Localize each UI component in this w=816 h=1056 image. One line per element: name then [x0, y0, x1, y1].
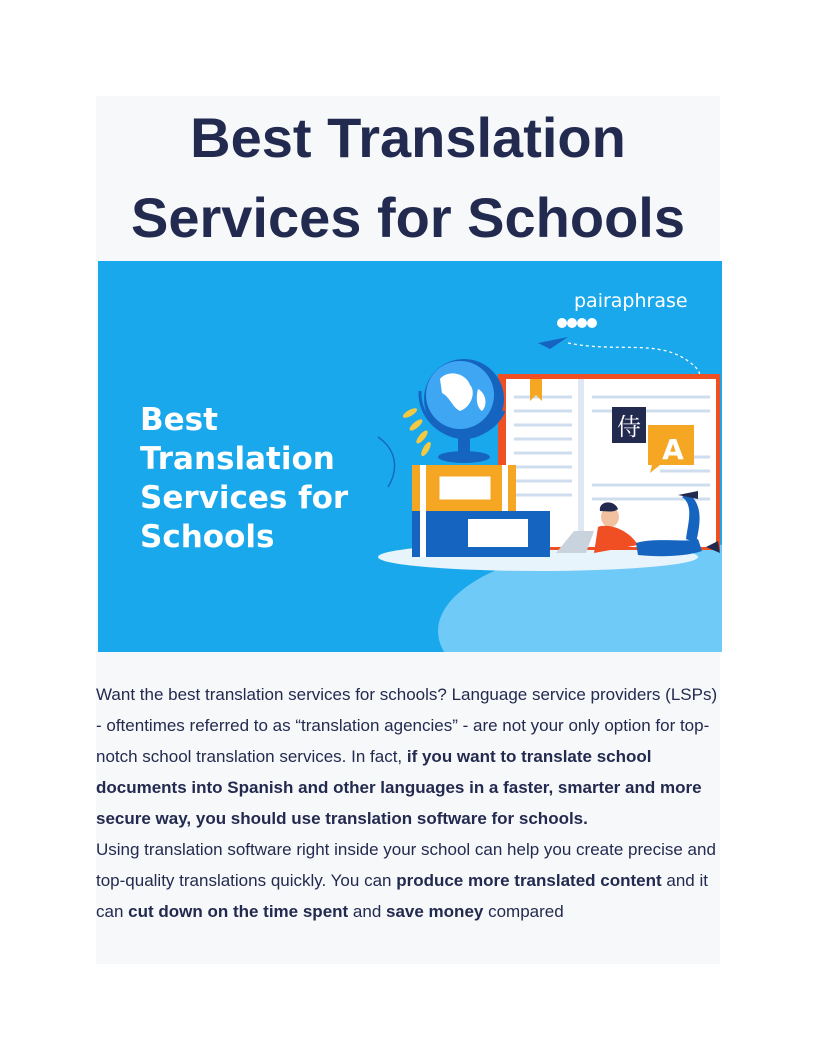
pairaphrase-logo-icon	[557, 318, 597, 328]
document-page	[96, 96, 720, 964]
book-spine	[578, 379, 584, 547]
globe-stand-post	[458, 437, 470, 453]
second-paragraph: Using translation software right inside your school can help you create precise and top-quality translations quickly. You can produce more translated content and it can cut down on the time spent and save money compared	[96, 840, 716, 921]
latin-glyph: A	[662, 433, 684, 466]
intro-paragraph: Want the best translation services for schools? Language service providers (LSPs) - oftentimes referred to as “translation agencies” - are not your only option for top-notch school translation services. In fact, if you want to translate school documents into Spanish and other languages in a faster, smarter and more secure way, you should use translation software for schools.	[96, 685, 718, 828]
cjk-glyph: 侍	[617, 413, 641, 441]
hero-banner	[98, 261, 722, 652]
globe-stand-base	[438, 451, 490, 463]
article-body	[96, 679, 720, 927]
brand-wordmark: pairaphrase	[574, 290, 688, 312]
paper-plane-icon	[538, 337, 568, 349]
banner-title: Best Translation Services for Schools	[140, 402, 349, 555]
intro-emphasis: if you want to translate school documents into Spanish and other languages in a faster, smarter and more secure way, you should use translation software for schools.	[96, 747, 702, 828]
page-title: Best Translation Services for Schools	[130, 106, 685, 249]
